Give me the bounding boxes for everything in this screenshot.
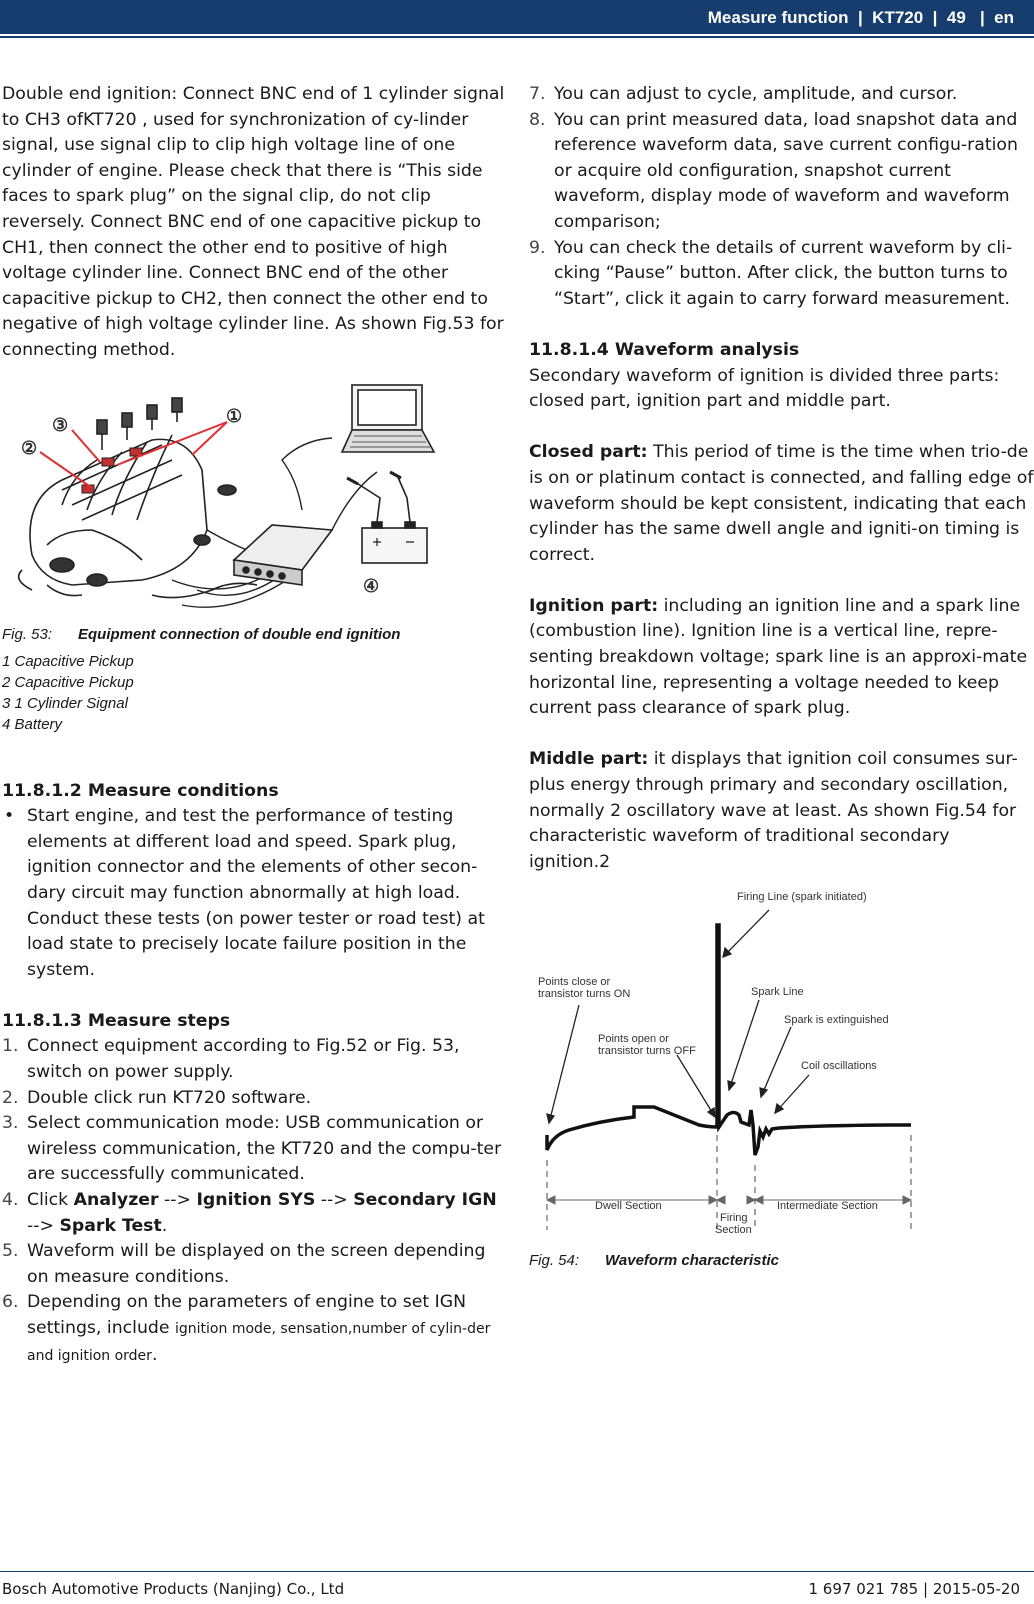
list-item-text: Start engine, and test the performance of testing elements at different load and speed. Spark plug, ignition connector and the elements of other secon-dary circuit may function abnormally at high load. Conduct these tests (on power tester or road test) at load state to precisely locate failure position in the system.: [27, 806, 485, 980]
footer-company: Bosch Automotive Products (Nanjing) Co., Ltd: [2, 1580, 345, 1598]
step-text-part: Click: [27, 1190, 74, 1211]
measure-conditions-list: [2, 804, 507, 983]
legend-item: 4 Battery: [2, 715, 63, 733]
menu-path-ignition-sys: Ignition SYS: [196, 1190, 316, 1211]
middle-part-paragraph: [529, 747, 1034, 875]
menu-path-separator: -->: [315, 1190, 354, 1211]
ignition-part-text: including an ignition line and a spark line (combustion line). Ignition line is a vertical line, repre-senting breakdown voltage; spark line is an approxi-mate horizontal line, representing a voltage needed to keep current pass clearance of spark plug.: [529, 595, 1028, 719]
list-item: [529, 82, 1034, 108]
bullet: •: [4, 806, 15, 827]
footer-rule: [0, 1571, 1034, 1572]
legend-item: 2 Capacitive Pickup: [2, 673, 134, 691]
list-item: [529, 236, 1034, 313]
list-item: [2, 804, 507, 983]
ignition-part-label: Ignition part:: [529, 595, 659, 616]
menu-path-separator: -->: [27, 1215, 60, 1236]
header-text: Measure function | KT720 | 49 | en: [707, 8, 1014, 27]
middle-part-text: it displays that ignition coil consumes sur-plus energy through primary and secondary oscillation, normally 2 oscillatory wave at least. As shown Fig.54 for characteristic waveform of traditional secondary ignition.2: [529, 749, 1018, 872]
label-points-close-2: transistor turns ON: [538, 988, 631, 1001]
waveform-labels: [538, 891, 889, 1236]
step-number: 1.: [2, 1036, 19, 1057]
step-number: 2.: [2, 1087, 19, 1108]
step-text-part: .: [161, 1215, 168, 1236]
menu-path-analyzer: Analyzer: [73, 1190, 159, 1211]
step-text-part: Depending on the parameters of engine to set IGN settings, include: [27, 1292, 467, 1338]
label-dwell-section: Dwell Section: [595, 1200, 662, 1213]
figure-53-illustration: [2, 380, 502, 615]
figure-54-title: Waveform characteristic: [605, 1252, 779, 1270]
label-firing-section: Firing: [720, 1212, 748, 1225]
figure-54-waveform: [529, 885, 929, 1245]
kt720-tester-drawing: [234, 525, 332, 585]
step-text: Connect equipment according to Fig.52 or Fig. 53, switch on power supply.: [27, 1036, 460, 1083]
step-number: 9.: [529, 237, 546, 258]
step-text: Waveform will be displayed on the screen depending on measure conditions.: [27, 1241, 486, 1287]
list-item: [2, 1188, 507, 1239]
step-number: 3.: [2, 1113, 19, 1134]
list-item: [2, 1086, 507, 1112]
closed-part-text: This period of time is the time when trio-de is on or platinum contact is connected, and falling edge of waveform should be kept consistent, indicating that each cylinder has the same dwell angle and igniti-on timing is correct.: [529, 442, 1034, 565]
left-column: [2, 82, 507, 1369]
step-text: You can adjust to cycle, amplitude, and cursor.: [554, 84, 958, 104]
measure-steps-list: [2, 1034, 507, 1369]
right-column: [529, 82, 1034, 1271]
menu-path-spark-test: Spark Test: [59, 1215, 162, 1236]
legend-item: 1 Capacitive Pickup: [2, 652, 134, 670]
callout-2: ②: [21, 437, 38, 458]
header-rule: [0, 36, 1034, 38]
callout-1: ①: [226, 405, 243, 426]
footer-document-reference: 1 697 021 785 | 2015-05-20: [808, 1580, 1020, 1598]
tester-cables: [172, 438, 380, 607]
header-page-number: 49: [946, 8, 966, 27]
list-item: [2, 1239, 507, 1290]
label-firing-line: Firing Line (spark initiated): [737, 891, 867, 904]
step-text-part: .: [151, 1344, 158, 1365]
label-spark-line: Spark Line: [751, 986, 804, 999]
menu-path-secondary-ign: Secondary IGN: [353, 1190, 497, 1211]
closed-part-paragraph: [529, 440, 1034, 568]
figure-53-caption: [2, 625, 507, 645]
closed-part-label: Closed part:: [529, 442, 648, 463]
waveform-analysis-heading: 11.8.1.4 Waveform analysis: [529, 339, 800, 360]
step-text-small: ignition mode, sensation,number of cylin-der and ignition order: [27, 1321, 491, 1364]
middle-part-label: Middle part:: [529, 749, 649, 770]
label-points-open: Points open or: [598, 1033, 669, 1046]
step-number: 8.: [529, 109, 546, 130]
label-points-open-2: transistor turns OFF: [598, 1045, 696, 1058]
step-text: [27, 1292, 490, 1364]
battery-drawing: [347, 472, 427, 563]
menu-path-separator: -->: [158, 1190, 197, 1211]
figure-54-label: Fig. 54:: [529, 1252, 580, 1270]
list-item: [529, 108, 1034, 236]
figure-53-legend: [2, 651, 507, 735]
label-intermediate-section: Intermediate Section: [777, 1200, 878, 1213]
step-text: [27, 1190, 497, 1236]
measure-conditions-heading: 11.8.1.2 Measure conditions: [2, 780, 279, 801]
step-number: 5.: [2, 1241, 19, 1262]
label-spark-extinguished: Spark is extinguished: [784, 1014, 889, 1027]
step-number: 4.: [2, 1190, 19, 1211]
label-coil-oscillations: Coil oscillations: [801, 1060, 877, 1073]
label-points-close: Points close or: [538, 976, 611, 989]
header-section: Measure function: [707, 8, 849, 27]
label-firing-section-2: Section: [715, 1224, 752, 1237]
ignition-part-paragraph: [529, 594, 1034, 722]
intro-paragraph: Double end ignition: Connect BNC end of 1 cylinder signal to CH3 ofKT720 , used for synchronization of cy-linder signal, use signal clip to clip high voltage line of one cylinder of engine. Please check that there is “This side faces to spark plug” on the signal clip, do not clip reversely. Connect BNC end of one capacitive pickup to CH1, then connect the other end to positive of high voltage cylinder line. Connect BNC end of the other capacitive pickup to CH2, then connect the other end to negative of high voltage cylinder line. As shown Fig.53 for connecting method.: [2, 84, 505, 360]
page-header: [0, 0, 1034, 34]
header-product: KT720: [872, 8, 924, 27]
annotation-arrows: [547, 910, 809, 1123]
measure-steps-heading: 11.8.1.3 Measure steps: [2, 1010, 231, 1031]
list-item: [2, 1034, 507, 1085]
step-text: You can print measured data, load snapshot data and reference waveform data, save current configu-ration or acquire old configuration, snapshot current waveform, display mode of waveform and waveform comparison;: [554, 109, 1018, 232]
laptop-drawing: [342, 385, 434, 452]
figure-54-caption: [529, 1251, 1034, 1271]
figure-53-label: Fig. 53:: [2, 625, 53, 643]
waveform-analysis-text: Secondary waveform of ignition is divided three parts: closed part, ignition part and middle part.: [529, 365, 1000, 412]
measure-steps-list-continued: [529, 82, 1034, 312]
figure-53-title: Equipment connection of double end ignition: [78, 625, 401, 643]
legend-item: 3 1 Cylinder Signal: [2, 694, 128, 712]
list-item: [2, 1111, 507, 1188]
step-text: Double click run KT720 software.: [27, 1087, 312, 1108]
callout-3: ③: [52, 414, 69, 435]
step-number: 6.: [2, 1292, 19, 1313]
callout-4: ④: [363, 575, 380, 596]
list-item: [2, 1290, 507, 1369]
step-text: Select communication mode: USB communication or wireless communication, the KT720 and the compu-ter are successfully communicated.: [27, 1113, 502, 1185]
step-text: You can check the details of current waveform by cli-cking “Pause” button. After click, the button turns to “Start”, click it again to carry forward measurement.: [554, 237, 1013, 309]
step-number: 7.: [529, 84, 546, 104]
header-language: en: [994, 8, 1014, 27]
